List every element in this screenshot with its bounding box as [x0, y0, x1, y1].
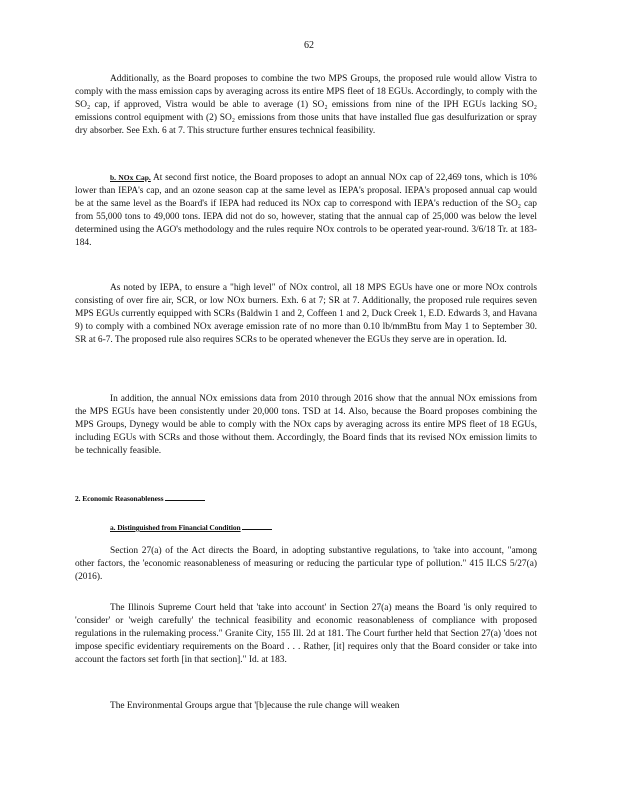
- heading-rule: [165, 491, 205, 501]
- paragraph-5: [75, 545, 537, 584]
- paragraph-1: [75, 73, 537, 138]
- paragraph-1-text: Additionally, as the Board proposes to combine the two MPS Groups, the proposed rule would allow Vistra to comply with the mass emission caps by averaging across its entire MPS fleet of 18 EGUs. Accordingly, to comply with the SO₂ cap, if approved, Vistra would be able to average (1) SO₂ emissions from nine of the IPH EGUs lacking SO₂ emissions control equipment with (2) SO₂ emissions from those units that have installed flue gas desulfurization or spray dry absorber. See Exh. 6 at 7. This structure further ensures technical feasibility.: [75, 74, 537, 136]
- page-number: 62: [304, 40, 314, 51]
- paragraph-2-text: [75, 171, 537, 250]
- subheading-rule: [242, 520, 272, 530]
- subsection-heading-a: [110, 520, 272, 532]
- paragraph-2: [75, 171, 537, 250]
- nox-cap-heading: b. NOx Cap.: [110, 173, 151, 182]
- paragraph-4: [75, 393, 537, 458]
- paragraph-3-text: As noted by IEPA, to ensure a "high level" of NOx control, all 18 MPS EGUs have one or more NOx controls consisting of over fire air, SCR, or low NOx burners. Exh. 6 at 7; SR at 7. Additionally, the proposed rule requires seven MPS EGUs currently equipped with SCRs (Baldwin 1 and 2, Coffeen 1 and 2, Duck Creek 1, E.D. Edwards 3, and Havana 9) to comply with a combined NOx average emission rate of no more than 0.10 lb/mmBtu from May 1 to September 30. SR at 6-7. The proposed rule also requires SCRs to be operated whenever the EGUs they serve are in operation. Id.: [75, 283, 537, 345]
- section-heading-economic-text: 2. Economic Reasonableness: [75, 494, 164, 503]
- paragraph-6-text: The Illinois Supreme Court held that 'take into account' in Section 27(a) means the Board 'is only required to 'consider' or 'weigh carefully' the technical feasibility and economic reasonableness of compliance with proposed regulations in the rulemaking process." Granite City, 155 Ill. 2d at 181. The Court further held that Section 27(a) 'does not impose specific evidentiary requirements on the Board . . . Rather, [it] requires only that the Board consider or take into account the factors set forth [in that section]." Id. at 183.: [75, 603, 537, 665]
- section-heading-economic: [75, 491, 205, 503]
- paragraph-2-body: At second first notice, the Board proposes to adopt an annual NOx cap of 22,469 tons, which is 10% lower than IEPA's cap, and an ozone season cap at the same level as IEPA's proposal. IEPA's proposed annual cap would be at the same level as the Board's if IEPA had reduced its NOx cap to correspond with IEPA's reduction of the SO₂ cap from 55,000 tons to 49,000 tons. IEPA did not do so, however, stating that the annual cap of 25,000 was below the level determined using the AGO's methodology and the rules require NOx controls to be operated year-round. 3/6/18 Tr. at 183-184.: [75, 173, 537, 248]
- paragraph-7-text: The Environmental Groups argue that '[b]ecause the rule change will weaken: [110, 701, 400, 711]
- paragraph-5-text: Section 27(a) of the Act directs the Board, in adopting substantive regulations, to 'take into account, "among other factors, the 'economic reasonableness of measuring or reducing the particular type of pollution." 415 ILCS 5/27(a) (2016).: [75, 546, 537, 582]
- paragraph-7: [75, 700, 537, 713]
- paragraph-4-text: In addition, the annual NOx emissions data from 2010 through 2016 show that the annual NOx emissions from the MPS EGUs have been consistently under 20,000 tons. TSD at 14. Also, because the Board proposes combining the MPS Groups, Dynegy would be able to comply with the NOx caps by averaging across its entire MPS fleet of 18 EGUs, including EGUs with SCRs and those without them. Accordingly, the Board finds that its revised NOx emission limits to be technically feasible.: [75, 394, 537, 456]
- paragraph-3: [75, 282, 537, 347]
- subsection-heading-a-text: a. Distinguished from Financial Condition: [110, 523, 241, 532]
- paragraph-6: [75, 602, 537, 667]
